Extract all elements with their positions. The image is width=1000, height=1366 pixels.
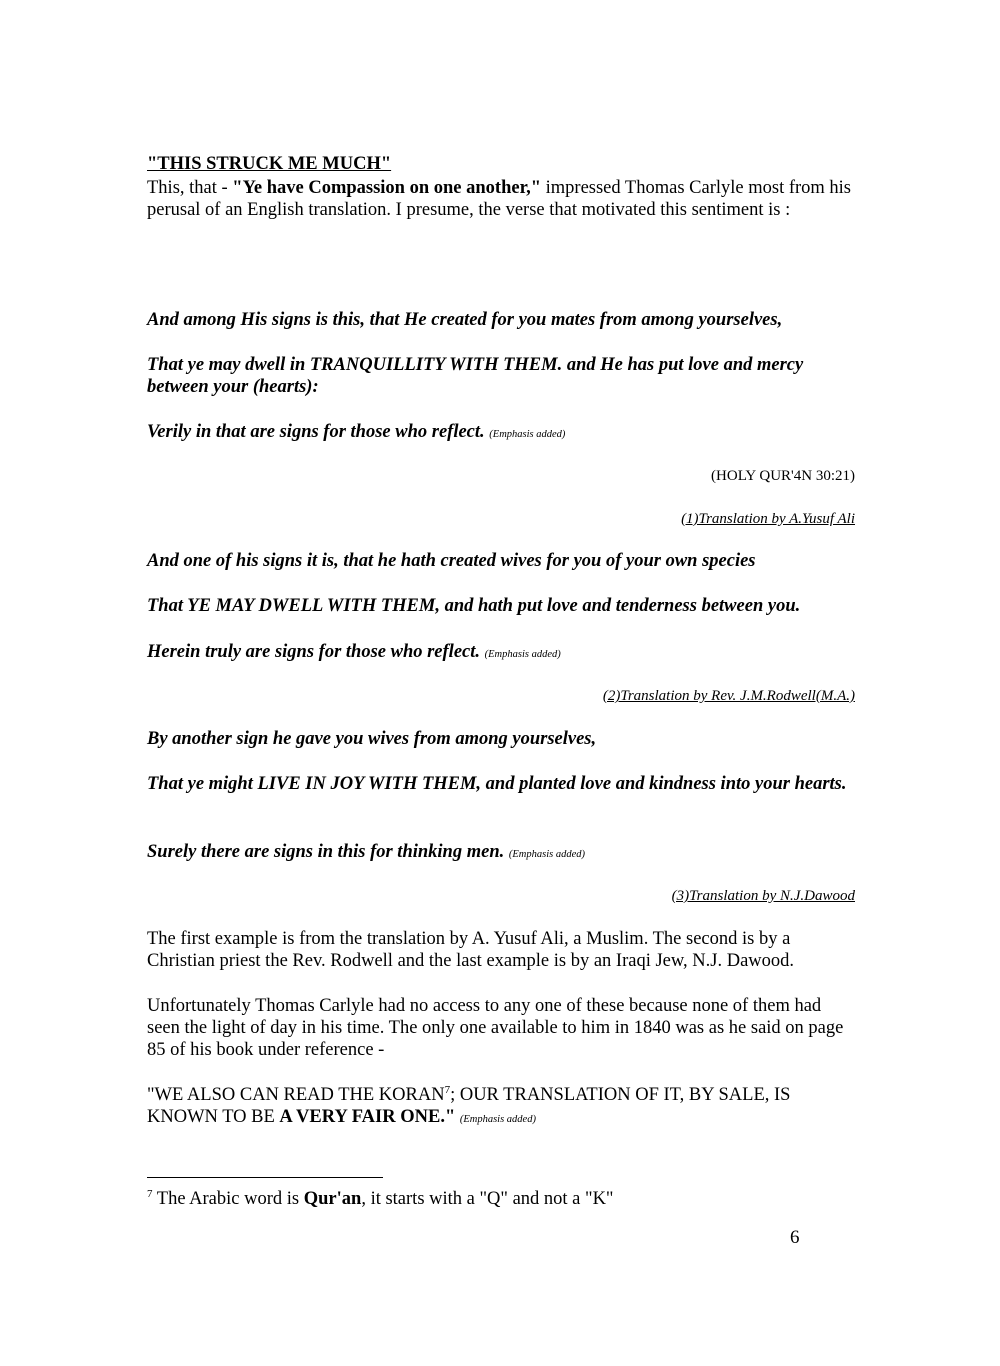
intro-quote: "Ye have Compassion on one another," — [232, 178, 541, 198]
emphasis-note-2: (Emphasis added) — [484, 649, 561, 660]
verse3-line3-text: Surely there are signs in this for thinking men. — [147, 842, 505, 862]
page-number: 6 — [790, 1227, 800, 1248]
verse1-line2: That ye may dwell in TRANQUILLITY WITH THEM. and He has put love and mercy between your (hearts): — [147, 355, 804, 397]
intro-pre: This, that - — [147, 178, 233, 198]
footnote — [147, 1188, 855, 1210]
verse1-line3-text: Verily in that are signs for those who reflect. — [147, 422, 485, 442]
footnote-ref: 7 — [444, 1083, 451, 1096]
verse1-line1: And among His signs is this, that He created for you mates from among yourselves, — [147, 310, 783, 330]
verse2-line3-text: Herein truly are signs for those who reflect. — [147, 642, 481, 662]
emphasis-note-1: (Emphasis added) — [489, 429, 566, 440]
quran-citation: (HOLY QUR'4N 30:21) — [711, 468, 855, 484]
verse2-line1: And one of his signs it is, that he hath created wives for you of your own species — [147, 551, 756, 571]
footnote-divider — [147, 1177, 383, 1178]
footnote-pre: The Arabic word is — [152, 1189, 304, 1209]
verse2-line3 — [147, 641, 855, 666]
quote-bold: A VERY FAIR ONE." — [279, 1107, 456, 1127]
verse3-line1: By another sign he gave you wives from among yourselves, — [147, 729, 597, 749]
footnote-post: , it starts with a "Q" and not a "K" — [361, 1189, 614, 1209]
quote-part1: "WE ALSO CAN READ THE KORAN — [147, 1085, 445, 1105]
verse3-line2: That ye might LIVE IN JOY WITH THEM, and planted love and kindness into your hearts. — [147, 774, 847, 794]
sale-quote — [147, 1084, 855, 1131]
verse2-line2: That YE MAY DWELL WITH THEM, and hath put love and tenderness between you. — [147, 596, 801, 616]
verse3-line3 — [147, 841, 855, 866]
intro-paragraph — [147, 177, 855, 221]
section-heading: "THIS STRUCK ME MUCH" — [147, 154, 392, 174]
footnote-number: 7 — [147, 1187, 153, 1200]
quote-part2: ; OUR TRANSLATION OF IT, BY SALE, IS KNOWN TO BE — [147, 1085, 791, 1127]
footnote-bold: Qur'an — [303, 1189, 362, 1209]
body-paragraph-2: Unfortunately Thomas Carlyle had no access to any one of these because none of them had seen the light of day in his time. The only one available to him in 1840 was as he said on page 85 of his book under reference - — [147, 996, 844, 1060]
body-paragraph-1: The first example is from the translation by A. Yusuf Ali, a Muslim. The second is by a Christian priest the Rev. Rodwell and the last example is by an Iraqi Jew, N.J. Dawood. — [147, 929, 795, 971]
emphasis-note-4: (Emphasis added) — [459, 1114, 536, 1125]
intro-post: impressed Thomas Carlyle most from his perusal of an English translation. I presume, the verse that motivated this sentiment is : — [147, 178, 852, 220]
verse1-line3 — [147, 421, 855, 446]
emphasis-note-3: (Emphasis added) — [508, 849, 585, 860]
translator-3: (3)Translation by N.J.Dawood — [671, 888, 855, 904]
translator-1: (1)Translation by A.Yusuf Ali — [681, 511, 855, 527]
translator-2: (2)Translation by Rev. J.M.Rodwell(M.A.) — [602, 688, 855, 704]
